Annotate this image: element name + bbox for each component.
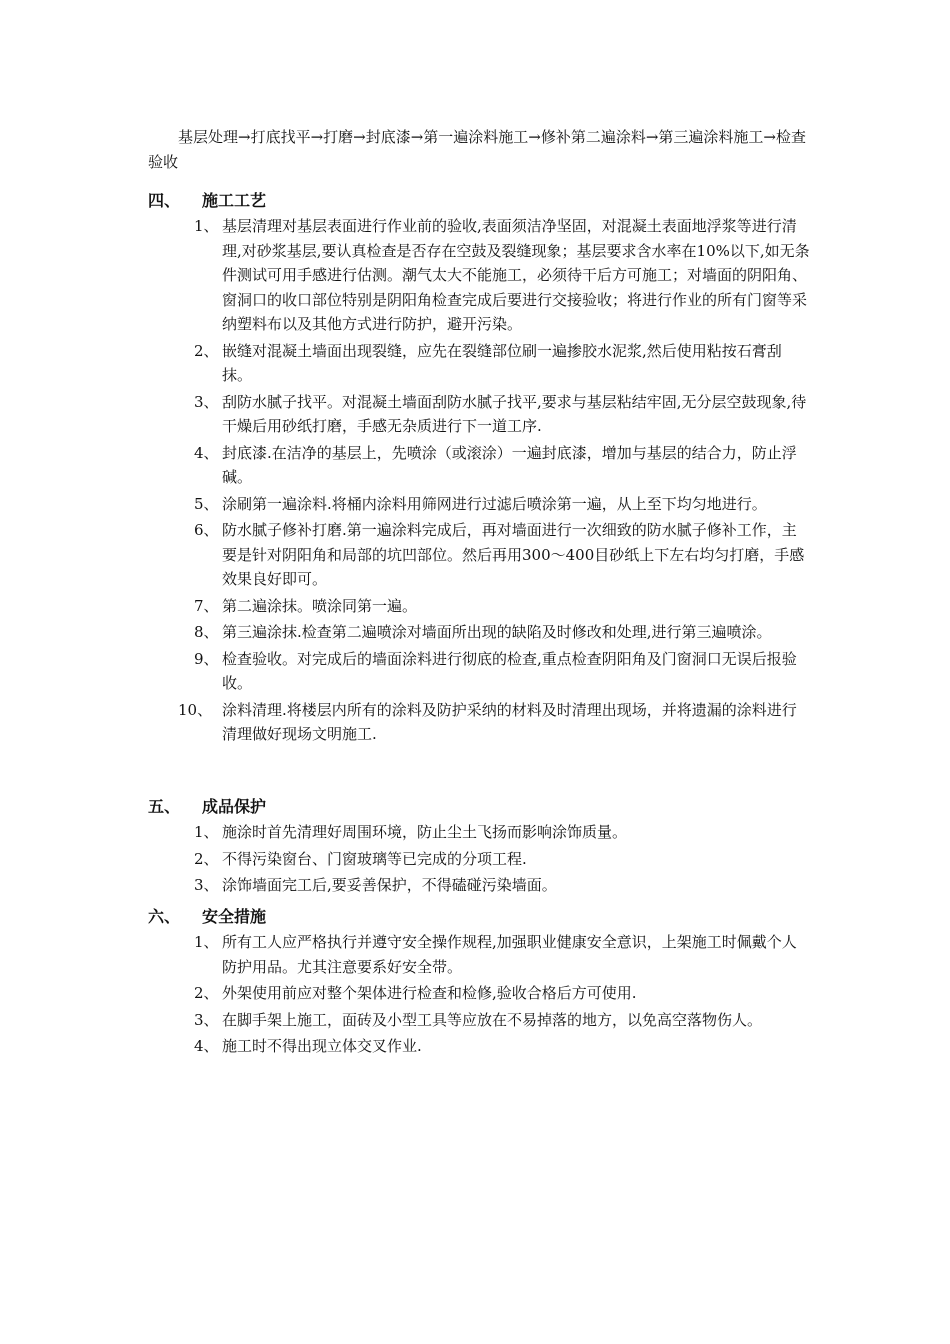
item-number: 10、: [178, 700, 213, 719]
item-number: 4、: [194, 443, 219, 462]
item-number: 3、: [194, 1010, 219, 1029]
item-number: 2、: [194, 849, 219, 868]
item-number: 3、: [194, 392, 219, 411]
item-text: 防水腻子修补打磨.第一遍涂料完成后，再对墙面进行一次细致的防水腻子修补工作，主要是针对阴阳角和局部的坑凹部位。然后再用300～400目砂纸上下左右均匀打磨，手感效果良好即可。: [222, 521, 805, 588]
list-item: [178, 594, 810, 619]
item-text: 涂刷第一遍涂料.将桶内涂料用筛网进行过滤后喷涂第一遍，从上至下均匀地进行。: [222, 494, 767, 513]
item-number: 1、: [194, 933, 219, 951]
item-text: 嵌缝对混凝土墙面出现裂缝，应先在裂缝部位刷一遍掺胶水泥浆,然后使用粘按石膏刮抹。: [222, 341, 782, 384]
section-title: 施工工艺: [202, 191, 267, 210]
section-title: 安全措施: [202, 907, 267, 926]
list-item: [178, 1034, 810, 1059]
item-text: 涂饰墙面完工后,要妥善保护，不得磕碰污染墙面。: [222, 876, 557, 894]
section-number: 六、: [148, 907, 181, 926]
list-item: [178, 441, 810, 490]
item-number: 1、: [194, 823, 219, 841]
list-item: [178, 647, 810, 696]
list-item: [178, 930, 810, 979]
section-title: 成品保护: [202, 797, 267, 816]
list-item: [178, 390, 810, 439]
list-item: [178, 339, 810, 388]
section-heading-construction-process: [148, 189, 266, 213]
item-number: 1、: [194, 217, 219, 235]
item-text: 涂料清理.将楼层内所有的涂料及防护采纳的材料及时清理出现场，并将遗漏的涂料进行清理做好现场文明施工.: [222, 700, 797, 743]
list-item: [178, 214, 810, 337]
item-text: 基层清理对基层表面进行作业前的验收,表面须洁净坚固，对混凝土表面地浮浆等进行清理,对砂浆基层,要认真检查是否存在空鼓及裂缝现象；基层要求含水率在10%以下,如无条件测试可用手感进行估测。潮气太大不能施工，必须待干后方可施工；对墙面的阴阳角、窗洞口的收口部位特别是阴阳角检查完成后要进行交接验收；将进行作业的所有门窗等采纳塑料布以及其他方式进行防护，避开污染。: [222, 217, 810, 333]
item-number: 5、: [194, 494, 219, 513]
section-number: 四、: [148, 191, 181, 210]
list-item: [178, 981, 810, 1006]
item-text: 施涂时首先清理好周围环境，防止尘土飞扬而影响涂饰质量。: [222, 823, 628, 841]
safety-measures-list: [178, 930, 810, 1061]
list-item: [178, 820, 810, 845]
section-heading-safety-measures: [148, 905, 266, 929]
list-item: [178, 620, 810, 645]
item-number: 6、: [194, 521, 219, 539]
construction-process-list: [178, 214, 810, 749]
item-text: 第三遍涂抹.检查第二遍喷涂对墙面所出现的缺陷及时修改和处理,进行第三遍喷涂。: [222, 623, 772, 641]
item-number: 8、: [194, 623, 219, 641]
process-flow-paragraph: 基层处理→打底找平→打磨→封底漆→第一遍涂料施工→修补第二遍涂料→第三遍涂料施工→检查验收: [148, 128, 806, 171]
item-number: 3、: [194, 876, 219, 894]
item-number: 2、: [194, 341, 219, 360]
item-text: 检查验收。对完成后的墙面涂料进行彻底的检查,重点检查阴阳角及门窗洞口无误后报验收。: [222, 649, 797, 692]
list-item: [178, 492, 810, 517]
section-number: 五、: [148, 797, 181, 816]
list-item: [178, 1008, 810, 1033]
item-text: 第二遍涂抹。喷涂同第一遍。: [222, 596, 418, 615]
item-text: 外架使用前应对整个架体进行检查和检修,验收合格后方可使用.: [222, 984, 637, 1002]
item-text: 封底漆.在洁净的基层上，先喷涂（或滚涂）一遍封底漆，增加与基层的结合力，防止浮碱。: [222, 443, 797, 486]
list-item: [178, 518, 810, 592]
item-text: 不得污染窗台、门窗玻璃等已完成的分项工程.: [222, 849, 527, 868]
list-item: [178, 847, 810, 872]
item-text: 刮防水腻子找平。对混凝土墙面刮防水腻子找平,要求与基层粘结牢固,无分层空鼓现象,待干燥后用砂纸打磨，手感无杂质进行下一道工序.: [222, 392, 807, 435]
product-protection-list: [178, 820, 810, 900]
item-number: 7、: [194, 596, 219, 615]
list-item: [178, 698, 810, 747]
item-text: 所有工人应严格执行并遵守安全操作规程,加强职业健康安全意识，上架施工时佩戴个人防护用品。尤其注意要系好安全带。: [222, 933, 797, 976]
item-number: 2、: [194, 984, 219, 1002]
item-text: 施工时不得出现立体交叉作业.: [222, 1037, 422, 1055]
list-item: [178, 873, 810, 898]
item-text: 在脚手架上施工，面砖及小型工具等应放在不易掉落的地方，以免高空落物伤人。: [222, 1010, 763, 1029]
item-number: 9、: [194, 649, 219, 668]
section-heading-finished-product-protection: [148, 795, 266, 819]
item-number: 4、: [194, 1037, 219, 1055]
